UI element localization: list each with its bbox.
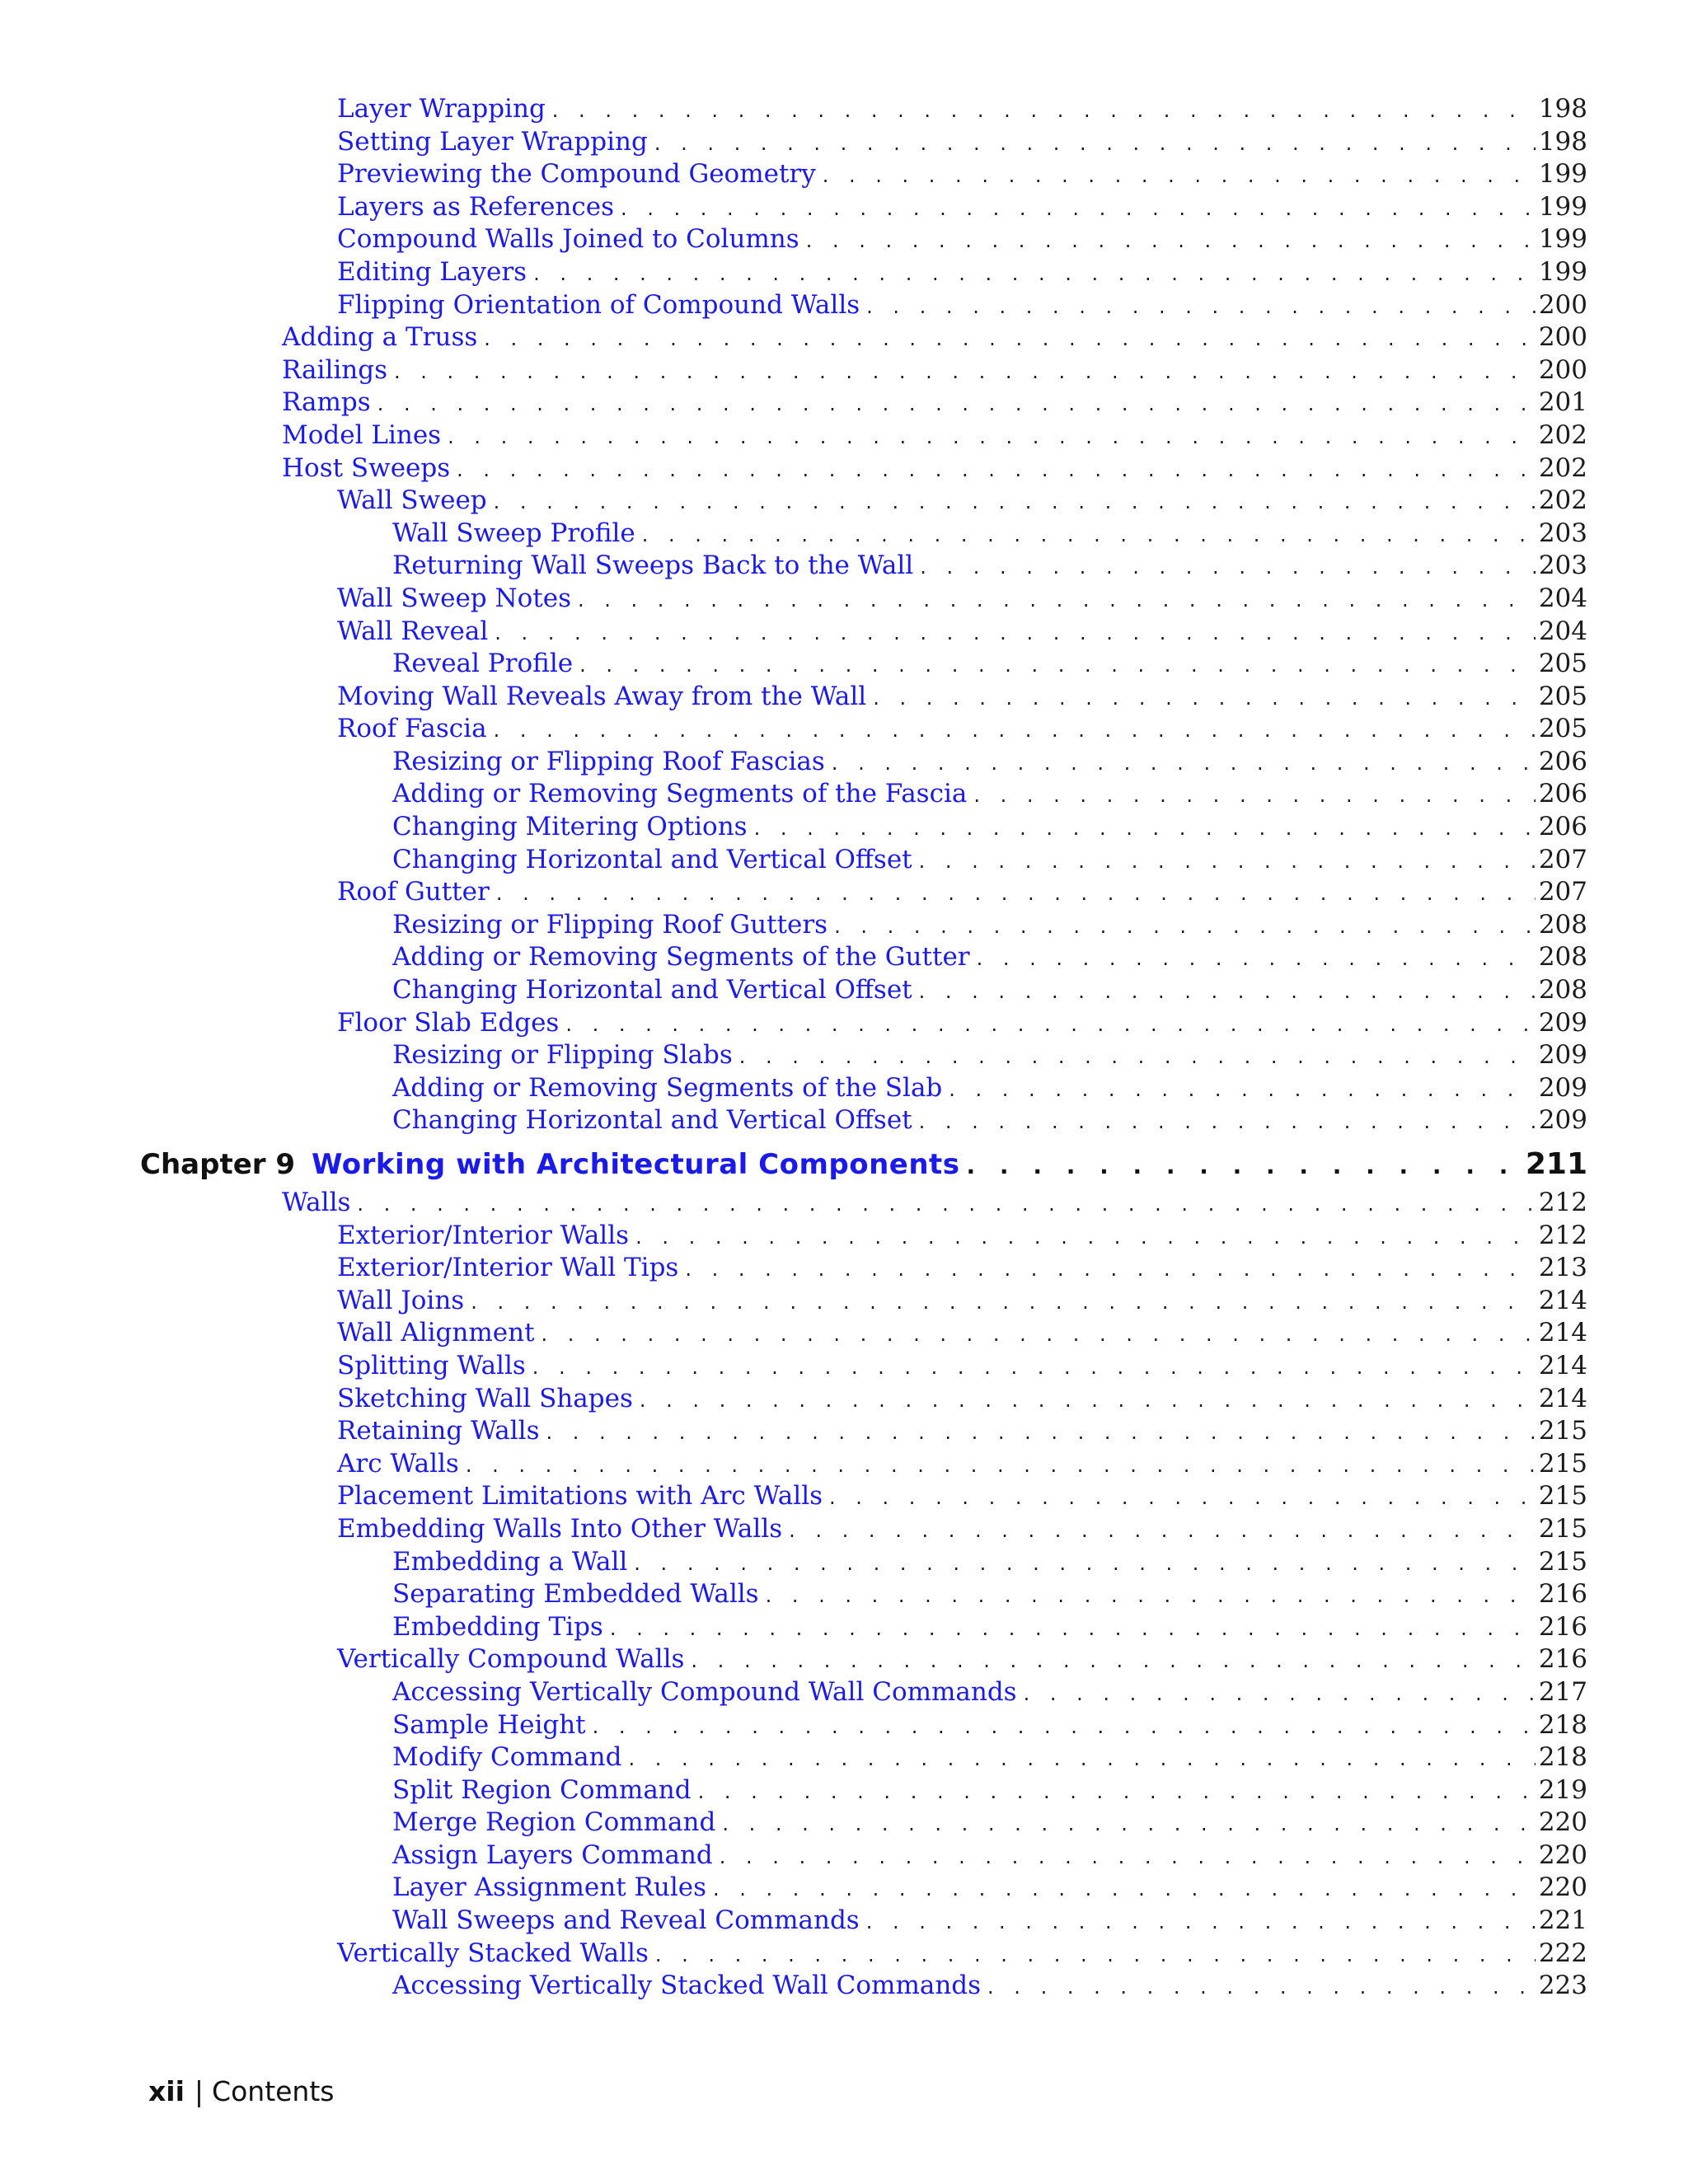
dot-leader bbox=[754, 813, 1536, 846]
toc-entry-title[interactable]: Adding or Removing Segments of the Fascia bbox=[392, 779, 968, 809]
toc-entry-page-number: 219 bbox=[1538, 1774, 1587, 1805]
toc-entry-page-number: 206 bbox=[1538, 779, 1587, 809]
toc-entry-page-number: 214 bbox=[1538, 1350, 1587, 1380]
toc-entry[interactable] bbox=[0, 1546, 1688, 1579]
toc-entry[interactable] bbox=[0, 1970, 1688, 2003]
dot-leader bbox=[484, 323, 1536, 356]
toc-entry-page-number: 198 bbox=[1538, 126, 1587, 157]
dot-leader bbox=[829, 1482, 1536, 1515]
toc-entry[interactable] bbox=[0, 1807, 1688, 1840]
toc-entry-page-number: 206 bbox=[1538, 746, 1587, 776]
toc-entry-page-number: 207 bbox=[1538, 877, 1587, 907]
toc-entry-title[interactable]: Resizing or Flipping Slabs bbox=[392, 1040, 733, 1071]
toc-entry[interactable] bbox=[0, 844, 1688, 877]
dot-leader bbox=[866, 291, 1536, 324]
toc-entry-page-number: 202 bbox=[1538, 419, 1587, 450]
page-footer bbox=[148, 2075, 334, 2107]
dot-leader bbox=[919, 1106, 1536, 1139]
toc-entry[interactable] bbox=[0, 1676, 1688, 1709]
toc-entry-title[interactable]: Adding or Removing Segments of the Slab bbox=[392, 1072, 943, 1103]
toc-entry-title[interactable]: Floor Slab Edges bbox=[337, 1007, 560, 1038]
toc-entry-title[interactable]: Wall Reveal bbox=[337, 616, 489, 646]
toc-entry-page-number: 215 bbox=[1538, 1448, 1587, 1479]
dot-leader bbox=[866, 1906, 1536, 1939]
dot-leader bbox=[494, 715, 1536, 748]
toc-entry[interactable] bbox=[0, 616, 1688, 649]
toc-entry-page-number: 212 bbox=[1538, 1188, 1587, 1217]
toc-entry-title[interactable]: Embedding a Wall bbox=[392, 1546, 628, 1577]
toc-entry-title[interactable]: Splitting Walls bbox=[337, 1350, 526, 1380]
toc-entry-title[interactable]: Model Lines bbox=[282, 419, 442, 450]
dot-leader bbox=[1024, 1678, 1536, 1711]
toc-entry[interactable] bbox=[0, 354, 1688, 387]
toc-entry[interactable] bbox=[0, 289, 1688, 322]
toc-entry-page-number: 214 bbox=[1538, 1383, 1587, 1413]
toc-entry-title[interactable]: Vertically Compound Walls bbox=[337, 1644, 685, 1675]
dot-leader bbox=[640, 1385, 1536, 1418]
dot-leader bbox=[987, 1971, 1536, 2004]
toc-entry-page-number: 212 bbox=[1538, 1220, 1587, 1250]
toc-entry-page-number: 200 bbox=[1538, 322, 1587, 353]
dot-leader bbox=[394, 356, 1536, 389]
dot-leader bbox=[542, 1319, 1536, 1352]
toc-entry-title[interactable]: Resizing or Flipping Roof Gutters bbox=[392, 909, 828, 940]
toc-entry[interactable] bbox=[0, 419, 1688, 452]
toc-entry-page-number: 209 bbox=[1538, 1072, 1587, 1103]
toc-entry-page-number: 208 bbox=[1538, 975, 1587, 1005]
dot-leader bbox=[739, 1041, 1536, 1074]
toc-entry-title[interactable]: Separating Embedded Walls bbox=[392, 1579, 759, 1610]
toc-entry-title[interactable]: Retaining Walls bbox=[337, 1416, 540, 1446]
dot-leader bbox=[977, 943, 1536, 976]
toc-entry-title[interactable]: Changing Horizontal and Vertical Offset bbox=[392, 975, 912, 1005]
toc-entry-title[interactable]: Embedding Walls Into Other Walls bbox=[337, 1513, 783, 1544]
toc-entry[interactable] bbox=[0, 941, 1688, 974]
toc-entry[interactable] bbox=[0, 1252, 1688, 1285]
toc-entry[interactable] bbox=[0, 191, 1688, 224]
toc-entry-page-number: 199 bbox=[1538, 159, 1587, 190]
toc-entry-page-number: 218 bbox=[1538, 1742, 1587, 1773]
toc-entry-title[interactable]: Ramps bbox=[282, 387, 371, 418]
toc-entry-title[interactable]: Wall Sweep Profile bbox=[392, 518, 635, 548]
toc-entry[interactable] bbox=[0, 1220, 1688, 1253]
toc-entry-page-number: 205 bbox=[1538, 649, 1587, 679]
toc-entry-title[interactable]: Changing Horizontal and Vertical Offset bbox=[392, 1105, 912, 1136]
toc-entry-title[interactable]: Adding a Truss bbox=[282, 322, 478, 353]
dot-leader bbox=[713, 1873, 1536, 1906]
toc-entry-title[interactable]: Split Region Command bbox=[392, 1774, 692, 1805]
toc-entry[interactable] bbox=[0, 1611, 1688, 1644]
toc-entry[interactable] bbox=[0, 1513, 1688, 1546]
chapter-page-number: 211 bbox=[1525, 1147, 1587, 1181]
dot-leader bbox=[949, 1074, 1536, 1107]
chapter-heading[interactable] bbox=[0, 1142, 1688, 1187]
dot-leader bbox=[873, 682, 1536, 715]
dot-leader bbox=[720, 1841, 1536, 1874]
toc-entry-page-number: 217 bbox=[1538, 1676, 1587, 1707]
toc-entry-page-number: 203 bbox=[1538, 551, 1587, 581]
toc-entry-title[interactable]: Reveal Profile bbox=[392, 649, 574, 679]
dot-leader bbox=[919, 846, 1536, 879]
toc-entry-title[interactable]: Layer Wrapping bbox=[337, 94, 546, 124]
toc-entry-page-number: 209 bbox=[1538, 1040, 1587, 1071]
toc-entry-title[interactable]: Wall Sweep bbox=[337, 485, 487, 516]
toc-entry[interactable] bbox=[0, 1448, 1688, 1481]
toc-entry-title[interactable]: Vertically Stacked Walls bbox=[337, 1938, 649, 1968]
dot-leader bbox=[834, 911, 1536, 944]
dot-leader bbox=[448, 421, 1536, 454]
toc-entry-page-number: 200 bbox=[1538, 354, 1587, 385]
dot-leader bbox=[471, 1286, 1536, 1319]
dot-leader bbox=[466, 1450, 1536, 1483]
toc-entry-title[interactable]: Wall Alignment bbox=[337, 1318, 535, 1348]
toc-entry-page-number: 215 bbox=[1538, 1546, 1587, 1577]
toc-entry-title[interactable]: Sample Height bbox=[392, 1709, 586, 1740]
dot-leader bbox=[496, 878, 1536, 911]
toc-entry-title[interactable]: Moving Wall Reveals Away from the Wall bbox=[337, 681, 867, 711]
dot-leader bbox=[634, 1548, 1536, 1581]
toc-entry-title[interactable]: Accessing Vertically Compound Wall Commands bbox=[392, 1676, 1017, 1707]
toc-entry-page-number: 215 bbox=[1538, 1513, 1587, 1544]
toc-entry-title[interactable]: Accessing Vertically Stacked Wall Commands bbox=[392, 1971, 982, 2001]
chapter-label: Chapter 9 bbox=[140, 1148, 296, 1181]
dot-leader bbox=[621, 193, 1536, 226]
footer-page-number: xii bbox=[148, 2075, 185, 2107]
toc-entry-title[interactable]: Changing Horizontal and Vertical Offset bbox=[392, 844, 912, 874]
dot-leader bbox=[832, 748, 1536, 780]
toc-entry-title[interactable]: Sketching Wall Shapes bbox=[337, 1383, 633, 1413]
toc-entry[interactable] bbox=[0, 223, 1688, 256]
toc-entries-before-chapter bbox=[0, 93, 1688, 1137]
dot-leader bbox=[533, 258, 1536, 291]
toc-entry-page-number: 213 bbox=[1538, 1253, 1587, 1283]
toc-entry-page-number: 208 bbox=[1538, 942, 1587, 972]
toc-entry[interactable] bbox=[0, 321, 1688, 354]
toc-entry[interactable] bbox=[0, 518, 1688, 551]
dot-leader bbox=[457, 454, 1536, 487]
toc-entry-page-number: 202 bbox=[1538, 485, 1587, 516]
toc-entry-title[interactable]: Changing Mitering Options bbox=[392, 812, 748, 842]
toc-entry[interactable] bbox=[0, 1383, 1688, 1416]
dot-leader bbox=[655, 1939, 1536, 1972]
toc-entry[interactable] bbox=[0, 1840, 1688, 1872]
toc-entry-title[interactable]: Roof Gutter bbox=[337, 877, 490, 907]
toc-entry-title[interactable]: Host Sweeps bbox=[282, 452, 451, 483]
toc-entries-after-chapter bbox=[0, 1187, 1688, 2003]
toc-entry-page-number: 199 bbox=[1538, 256, 1587, 287]
toc-entry-title[interactable]: Setting Layer Wrapping bbox=[337, 126, 648, 157]
toc-entry-page-number: 200 bbox=[1538, 289, 1587, 320]
dot-leader bbox=[546, 1417, 1535, 1450]
toc-entry-page-number: 209 bbox=[1538, 1105, 1587, 1136]
toc-entry-page-number: 216 bbox=[1538, 1611, 1587, 1642]
toc-entry-page-number: 204 bbox=[1538, 583, 1587, 613]
toc-entry-title[interactable]: Layer Assignment Rules bbox=[392, 1872, 707, 1903]
toc-entry-title[interactable]: Merge Region Command bbox=[392, 1807, 716, 1838]
toc-entry-title[interactable]: Flipping Orientation of Compound Walls bbox=[337, 289, 860, 320]
toc-entry[interactable] bbox=[0, 876, 1688, 909]
toc-entry-page-number: 203 bbox=[1538, 518, 1587, 548]
toc-entry[interactable] bbox=[0, 713, 1688, 746]
toc-entry-title[interactable]: Compound Walls Joined to Columns bbox=[337, 224, 799, 255]
toc-entry[interactable] bbox=[0, 1905, 1688, 1938]
toc-entry[interactable] bbox=[0, 909, 1688, 942]
toc-entry[interactable] bbox=[0, 1039, 1688, 1072]
toc-entry-page-number: 214 bbox=[1538, 1318, 1587, 1348]
toc-entry[interactable] bbox=[0, 1741, 1688, 1774]
toc-entry[interactable] bbox=[0, 1643, 1688, 1676]
toc-entry[interactable] bbox=[0, 93, 1688, 126]
toc-entry-page-number: 216 bbox=[1538, 1644, 1587, 1675]
toc-entry-title[interactable]: Walls bbox=[282, 1188, 351, 1217]
toc-entry-title[interactable]: Resizing or Flipping Roof Fascias bbox=[392, 746, 825, 776]
toc-entry-title[interactable]: Assign Layers Command bbox=[392, 1840, 713, 1870]
toc-entry-title[interactable]: Exterior/Interior Wall Tips bbox=[337, 1253, 679, 1283]
toc-entry-page-number: 218 bbox=[1538, 1709, 1587, 1740]
toc-entry[interactable] bbox=[0, 485, 1688, 518]
toc-entry-page-number: 222 bbox=[1538, 1938, 1587, 1968]
toc-entry-page-number: 209 bbox=[1538, 1007, 1587, 1038]
toc-entry-title[interactable]: Embedding Tips bbox=[392, 1611, 603, 1642]
dot-leader bbox=[377, 388, 1536, 421]
toc-entry-title[interactable]: Editing Layers bbox=[337, 256, 528, 287]
dot-leader bbox=[789, 1515, 1536, 1548]
dot-leader bbox=[691, 1645, 1535, 1678]
dot-leader bbox=[635, 1221, 1536, 1254]
toc-entry[interactable] bbox=[0, 1187, 1688, 1220]
toc-entry-page-number: 198 bbox=[1538, 94, 1587, 124]
toc-entry[interactable] bbox=[0, 126, 1688, 159]
dot-leader bbox=[823, 160, 1536, 193]
toc-entry-page-number: 221 bbox=[1538, 1905, 1587, 1936]
toc-entry-page-number: 216 bbox=[1538, 1579, 1587, 1610]
toc-entry[interactable] bbox=[0, 1350, 1688, 1383]
toc-entry-title[interactable]: Wall Sweeps and Reveal Commands bbox=[392, 1905, 860, 1936]
toc-entry-page-number: 215 bbox=[1538, 1416, 1587, 1446]
toc-entry-title[interactable]: Returning Wall Sweeps Back to the Wall bbox=[392, 551, 914, 581]
toc-entry[interactable] bbox=[0, 1774, 1688, 1807]
dot-leader bbox=[685, 1254, 1535, 1286]
toc-entry-page-number: 204 bbox=[1538, 616, 1587, 646]
toc-entry-page-number: 205 bbox=[1538, 681, 1587, 711]
toc-entry[interactable] bbox=[0, 974, 1688, 1007]
toc-entry[interactable] bbox=[0, 1072, 1688, 1105]
toc-entry-title[interactable]: Roof Fascia bbox=[337, 714, 487, 744]
toc-entry[interactable] bbox=[0, 1938, 1688, 1971]
toc-entry[interactable] bbox=[0, 746, 1688, 779]
toc-entry[interactable] bbox=[0, 1709, 1688, 1742]
toc-entry-title[interactable]: Layers as References bbox=[337, 191, 615, 222]
toc-entry-title[interactable]: Exterior/Interior Walls bbox=[337, 1220, 630, 1250]
dot-leader bbox=[919, 976, 1536, 1009]
toc-entry-page-number: 206 bbox=[1538, 812, 1587, 842]
toc-entry-title[interactable]: Previewing the Compound Geometry bbox=[337, 159, 816, 190]
dot-leader bbox=[552, 95, 1536, 128]
toc-entry-title[interactable]: Adding or Removing Segments of the Gutter bbox=[392, 942, 970, 972]
dot-leader bbox=[806, 225, 1536, 258]
toc-entry-title[interactable]: Wall Joins bbox=[337, 1285, 465, 1315]
dot-leader bbox=[494, 486, 1536, 519]
toc-entry[interactable] bbox=[0, 256, 1688, 289]
toc-entry[interactable] bbox=[0, 550, 1688, 583]
toc-entry[interactable] bbox=[0, 158, 1688, 191]
toc-entry-title[interactable]: Arc Walls bbox=[337, 1448, 459, 1479]
toc-entry-page-number: 207 bbox=[1538, 844, 1587, 874]
toc-entry[interactable] bbox=[0, 648, 1688, 681]
toc-entry-page-number: 199 bbox=[1538, 191, 1587, 222]
dot-leader bbox=[698, 1776, 1536, 1809]
dot-leader bbox=[532, 1352, 1536, 1385]
toc-entry-page-number: 201 bbox=[1538, 387, 1587, 418]
dot-leader bbox=[579, 649, 1536, 682]
footer-section-title: Contents bbox=[212, 2075, 335, 2107]
toc-entry-title[interactable]: Wall Sweep Notes bbox=[337, 583, 571, 613]
toc-entry-page-number: 223 bbox=[1538, 1971, 1587, 2001]
toc-entry[interactable] bbox=[0, 1285, 1688, 1318]
dot-leader bbox=[967, 1144, 1522, 1188]
toc-entry-page-number: 208 bbox=[1538, 909, 1587, 940]
dot-leader bbox=[578, 584, 1536, 617]
toc-entry[interactable] bbox=[0, 1578, 1688, 1611]
toc-entry-title[interactable]: Modify Command bbox=[392, 1742, 622, 1773]
chapter-title[interactable]: Working with Architectural Components bbox=[312, 1148, 960, 1181]
dot-leader bbox=[766, 1580, 1536, 1613]
toc-entry-page-number: 205 bbox=[1538, 714, 1587, 744]
toc-entry-page-number: 214 bbox=[1538, 1285, 1587, 1315]
toc-entry[interactable] bbox=[0, 452, 1688, 485]
dot-leader bbox=[610, 1613, 1536, 1646]
toc-entry-page-number: 215 bbox=[1538, 1481, 1587, 1511]
dot-leader bbox=[565, 1009, 1536, 1042]
dot-leader bbox=[920, 551, 1536, 584]
footer-separator: | bbox=[194, 2075, 204, 2107]
dot-leader bbox=[722, 1808, 1535, 1841]
dot-leader bbox=[642, 519, 1536, 552]
toc-entry[interactable] bbox=[0, 811, 1688, 844]
toc-entry[interactable] bbox=[0, 1104, 1688, 1137]
toc-entry[interactable] bbox=[0, 387, 1688, 419]
toc-entry[interactable] bbox=[0, 583, 1688, 616]
toc-entry[interactable] bbox=[0, 1007, 1688, 1040]
toc-entry-page-number: 220 bbox=[1538, 1807, 1587, 1838]
toc-entry[interactable] bbox=[0, 1872, 1688, 1905]
toc-entry-title[interactable]: Placement Limitations with Arc Walls bbox=[337, 1481, 823, 1511]
dot-leader bbox=[357, 1188, 1535, 1221]
toc-entry-title[interactable]: Railings bbox=[282, 354, 387, 385]
toc-entry-page-number: 220 bbox=[1538, 1872, 1587, 1903]
dot-leader bbox=[628, 1743, 1535, 1776]
toc-entry[interactable] bbox=[0, 778, 1688, 811]
dot-leader bbox=[654, 128, 1536, 161]
toc-entry-page-number: 220 bbox=[1538, 1840, 1587, 1870]
toc-entry[interactable] bbox=[0, 1480, 1688, 1513]
dot-leader bbox=[593, 1711, 1536, 1744]
toc-entry[interactable] bbox=[0, 1415, 1688, 1448]
toc-entry[interactable] bbox=[0, 681, 1688, 714]
dot-leader bbox=[973, 780, 1535, 813]
toc-entry[interactable] bbox=[0, 1317, 1688, 1350]
dot-leader bbox=[495, 617, 1536, 650]
toc-entry-page-number: 202 bbox=[1538, 452, 1587, 483]
toc-entry-page-number: 199 bbox=[1538, 224, 1587, 255]
table-of-contents bbox=[0, 93, 1688, 2003]
